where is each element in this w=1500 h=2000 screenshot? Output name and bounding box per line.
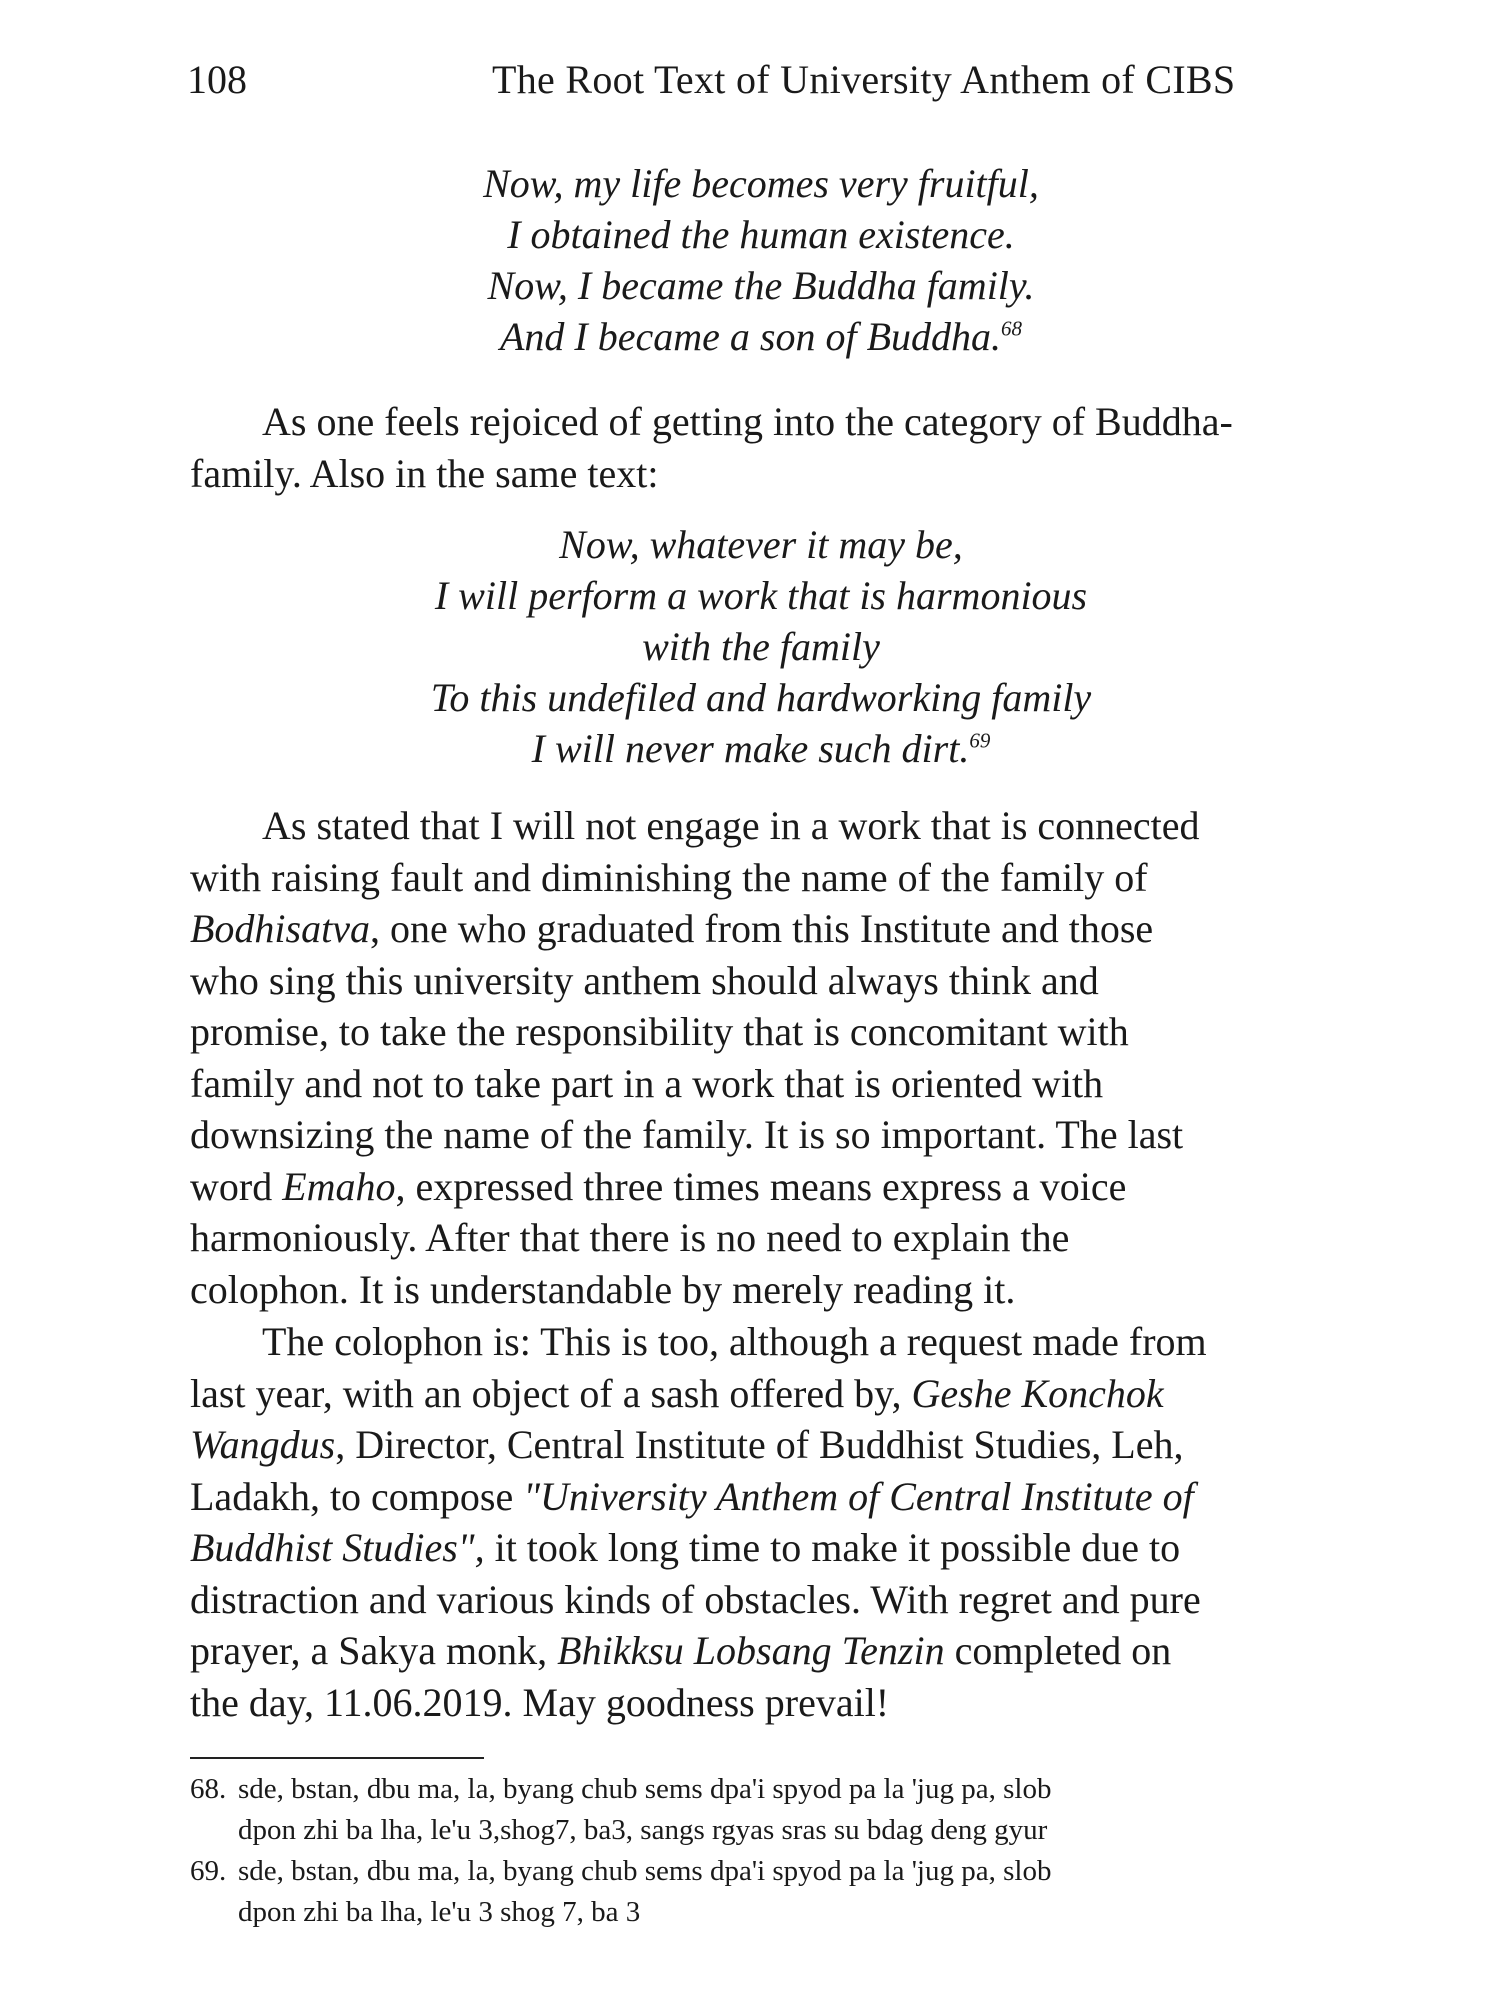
- anthem-title: Buddhist Studies",: [190, 1525, 485, 1570]
- footnote-line: sde, bstan, dbu ma, la, byang chub sems dpa'i spyod pa la 'jug pa, slob: [238, 1773, 1052, 1805]
- footnote-number: 69.: [190, 1855, 227, 1887]
- paragraph-line: [190, 1368, 1336, 1420]
- verse-quote-68: [187, 158, 1335, 362]
- paragraph-line: family and not to take part in a work that is oriented with: [190, 1060, 1104, 1106]
- page-number: 108: [187, 57, 247, 102]
- name-wangdus: Wangdus: [190, 1422, 336, 1467]
- paragraph-text: , Director, Central Institute of Buddhist Studies, Leh,: [335, 1422, 1184, 1467]
- term-emaho: Emaho: [282, 1163, 396, 1209]
- name-bhikksu-lobsang-tenzin: Bhikksu Lobsang Tenzin: [557, 1628, 945, 1673]
- footnote-divider: [190, 1757, 484, 1759]
- paragraph-line: [190, 1625, 1336, 1677]
- footnote-ref-69: 69: [969, 728, 991, 753]
- paragraph-text: it took long time to make it possible due to: [484, 1525, 1181, 1570]
- paragraph-line: who sing this university anthem should always think and: [190, 957, 1099, 1003]
- running-title: The Root Text of University Anthem of CIBS: [492, 57, 1236, 102]
- anthem-title: "University Anthem of Central Institute of: [523, 1473, 1194, 1519]
- verse-line: Now, my life becomes very fruitful,: [483, 161, 1039, 206]
- paragraph-text: prayer, a Sakya monk,: [190, 1628, 558, 1673]
- paragraph-line: [190, 1471, 1336, 1523]
- footnotes: [190, 1769, 1336, 1933]
- footnote-ref-68: 68: [1001, 316, 1022, 341]
- paragraph-text: , one who graduated from this Institute and those: [369, 906, 1154, 951]
- footnote-number: 68.: [190, 1773, 227, 1805]
- verse-line: [187, 723, 1335, 774]
- name-geshe-konchok: Geshe Konchok: [911, 1370, 1164, 1416]
- paragraph-line: with raising fault and diminishing the name of the family of: [190, 854, 1148, 900]
- verse-line: To this undefiled and hardworking family: [430, 675, 1092, 720]
- paragraph-1: [190, 396, 1336, 499]
- footnote-68: [190, 1769, 1336, 1851]
- paragraph-text: last year, with an object of a sash offered by,: [190, 1370, 912, 1416]
- footnote-line: dpon zhi ba lha, le'u 3,shog7, ba3, sangs rgyas sras su bdag deng gyur: [238, 1814, 1048, 1846]
- paragraph-line: [190, 1419, 1336, 1471]
- paragraph-line: [190, 1161, 1336, 1213]
- verse-line: I will perform a work that is harmonious: [434, 573, 1088, 618]
- paragraph-colophon: [190, 1316, 1336, 1728]
- term-bodhisatva: Bodhisatva: [190, 906, 370, 951]
- paragraph-line: distraction and various kinds of obstacles. With regret and pure: [190, 1576, 1201, 1622]
- paragraph-line: harmoniously. After that there is no need to explain the: [190, 1215, 1070, 1260]
- verse-line: Now, I became the Buddha family.: [487, 263, 1035, 308]
- paragraph-line: colophon. It is understandable by merely reading it.: [190, 1266, 1016, 1312]
- verse-line: Now, whatever it may be,: [559, 522, 963, 567]
- paragraph-line: [190, 1522, 1336, 1574]
- paragraph-line: As stated that I will not engage in a work that is connected: [262, 803, 1200, 848]
- footnote-line: sde, bstan, dbu ma, la, byang chub sems dpa'i spyod pa la 'jug pa, slob: [238, 1855, 1052, 1887]
- footnote-69: [190, 1851, 1336, 1933]
- verse-line: with the family: [642, 624, 880, 669]
- footnote-line: dpon zhi ba lha, le'u 3 shog 7, ba 3: [238, 1896, 641, 1928]
- verse-line: [187, 311, 1335, 362]
- paragraph-line: the day, 11.06.2019. May goodness prevail!: [190, 1679, 890, 1725]
- paragraph-text: Ladakh, to compose: [190, 1473, 524, 1519]
- paragraph-line: downsizing the name of the family. It is so important. The last: [190, 1112, 1184, 1157]
- paragraph-2: [190, 800, 1336, 1315]
- paragraph-text: word: [190, 1163, 283, 1209]
- paragraph-line: [190, 903, 1336, 955]
- verse-quote-69: [187, 519, 1335, 774]
- verse-line-text: And I became a son of Buddha.: [499, 314, 1001, 359]
- paragraph-text: completed on: [944, 1628, 1172, 1673]
- paragraph-line: family. Also in the same text:: [190, 450, 659, 496]
- paragraph-line: The colophon is: This is too, although a request made from: [262, 1319, 1207, 1364]
- paragraph-line: As one feels rejoiced of getting into the category of Buddha-: [262, 399, 1233, 444]
- paragraph-text: , expressed three times means express a voice: [395, 1163, 1127, 1209]
- paragraph-line: promise, to take the responsibility that is concomitant with: [190, 1009, 1129, 1054]
- verse-line-text: I will never make such dirt.: [531, 726, 970, 771]
- verse-line: I obtained the human existence.: [507, 212, 1015, 257]
